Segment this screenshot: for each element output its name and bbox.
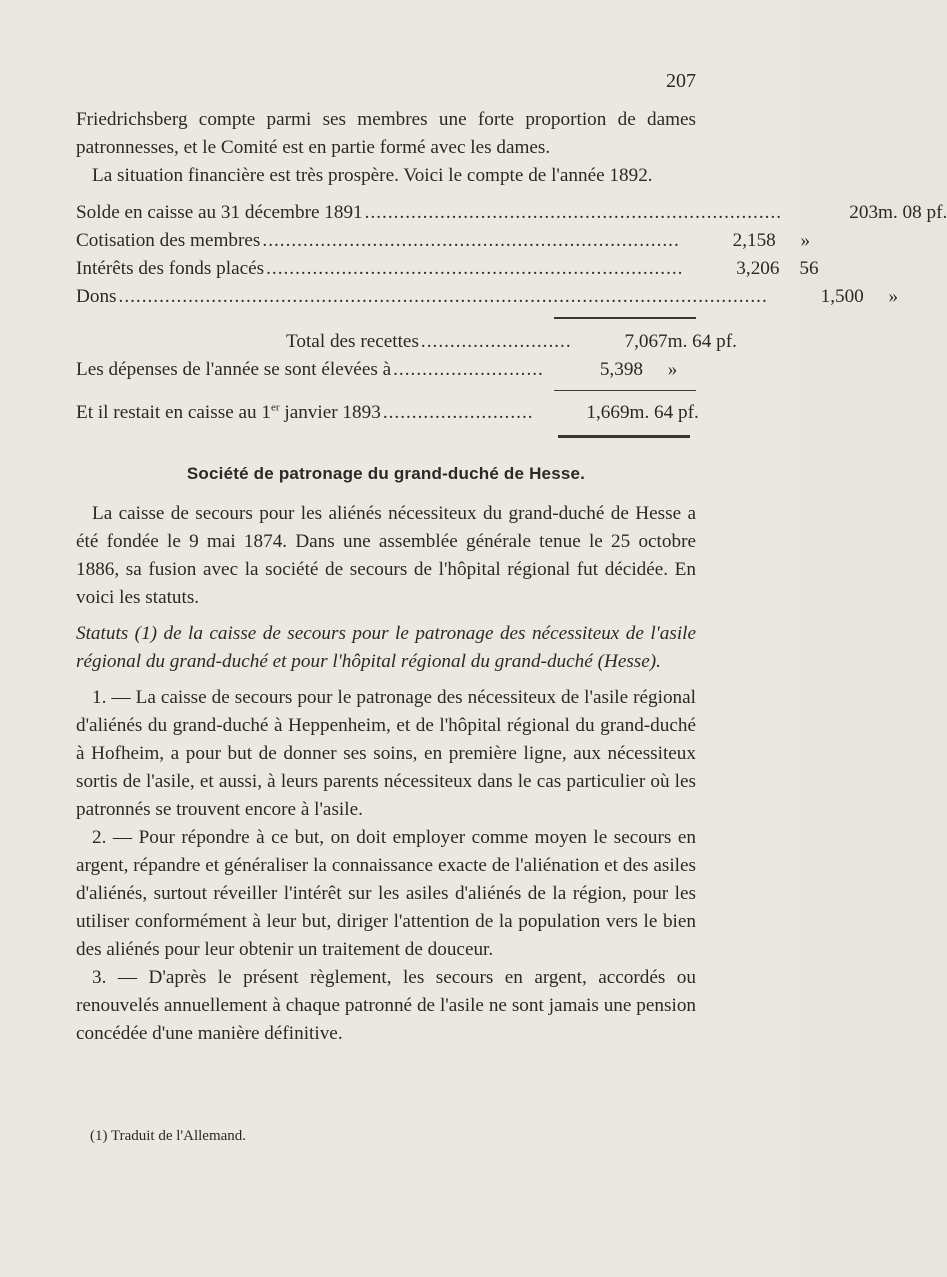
account-label: Solde en caisse au 31 décembre 1891 <box>76 202 363 223</box>
leader-dots: ........................................................................ <box>262 230 680 251</box>
final-rule <box>558 435 690 438</box>
expenses-unit: » <box>667 359 678 380</box>
intro-paragraph-1: Friedrichsberg compte parmi ses membres une forte proportion de dames patronnesses, et le Comité est en partie formé avec les dames. <box>76 109 696 158</box>
leader-dots: ........................................................................ <box>364 202 783 223</box>
accounts-table <box>76 199 947 438</box>
account-label: Cotisation des membres <box>76 230 261 251</box>
article-3: 3. — D'après le présent règlement, les secours en argent, accordés ou renouvelés annuellement à chaque patronné de l'asile ne sont jamais une pension concédée d'une manière définitive. <box>76 967 696 1044</box>
footnote: (1) Traduit de l'Allemand. <box>90 1128 247 1144</box>
total-label: Total des recettes <box>286 331 419 352</box>
account-unit: » <box>800 230 811 251</box>
statutes-title: Statuts (1) de la caisse de secours pour le patronage des nécessiteux de l'asile régional du grand-duché et pour l'hôpital régional du grand-duché (Hesse). <box>76 623 696 672</box>
balance-row <box>76 399 699 427</box>
section-intro: La caisse de secours pour les aliénés nécessiteux du grand-duché de Hesse a été fondée le 9 mai 1874. Dans une assemblée générale tenue le 25 octobre 1886, sa fusion avec la société de secours de l'hôpital régional fut décidée. En voici les statuts. <box>76 503 696 608</box>
section-heading: Société de patronage du grand-duché de Hesse. <box>186 464 586 483</box>
expenses-amount: 5,398 <box>599 359 643 380</box>
account-row <box>76 199 947 227</box>
total-amount: 7,067 <box>624 331 668 352</box>
article-2: 2. — Pour répondre à ce but, on doit employer comme moyen le secours en argent, répandre et généraliser la connaissance exacte de l'aliénation et des asiles d'aliénés, surtout réveiller l'intérêt sur les asiles d'aliénés de la région, pour les utiliser conformément à leur but, diriger l'attention de la population vers le bien des aliénés pour leur obtenir un traitement de douceur. <box>76 827 696 960</box>
difference-rule <box>554 390 696 391</box>
balance-amount: 1,669 <box>586 402 630 423</box>
account-label: Dons <box>76 286 117 307</box>
account-row <box>76 255 819 283</box>
account-row <box>76 283 899 311</box>
page-number: 207 <box>666 70 696 92</box>
sum-rule <box>554 317 696 319</box>
account-unit: 56 <box>799 258 819 279</box>
account-amount: 203 <box>849 202 879 223</box>
balance-unit: m. 64 pf. <box>629 402 699 423</box>
leader-dots: .......................... <box>420 331 572 352</box>
total-row <box>76 328 737 356</box>
leader-dots: .......................... <box>382 402 534 423</box>
account-amount: 1,500 <box>820 286 864 307</box>
leader-dots: ................................................................................................................ <box>118 286 768 307</box>
expenses-row <box>76 356 696 384</box>
leader-dots: ........................................................................ <box>266 258 684 279</box>
total-unit: m. 64 pf. <box>667 331 737 352</box>
account-label: Intérêts des fonds placés <box>76 258 265 279</box>
leader-dots: .......................... <box>393 359 544 380</box>
article-1: 1. — La caisse de secours pour le patronage des nécessiteux de l'asile régional d'aliénés du grand-duché à Heppenheim, et de l'hôpital régional du grand-duché à Hofheim, a pour but de donner ses soins, en première ligne, aux nécessiteux sortis de l'asile, et aussi, à leurs parents nécessiteux dans le cas particulier où les patronnés se trouvent encore à l'asile. <box>76 687 696 820</box>
account-amount: 3,206 <box>736 258 780 279</box>
intro-paragraph-2: La situation financière est très prospère. Voici le compte de l'année 1892. <box>92 165 653 186</box>
account-amount: 2,158 <box>732 230 776 251</box>
account-row <box>76 227 811 255</box>
account-unit: m. 08 pf. <box>878 202 947 223</box>
account-unit: » <box>888 286 899 307</box>
expenses-label: Les dépenses de l'année se sont élevées à <box>76 359 392 380</box>
page-body <box>76 106 947 1048</box>
balance-label: Et il restait en caisse au 1er janvier 1893 <box>76 401 381 423</box>
